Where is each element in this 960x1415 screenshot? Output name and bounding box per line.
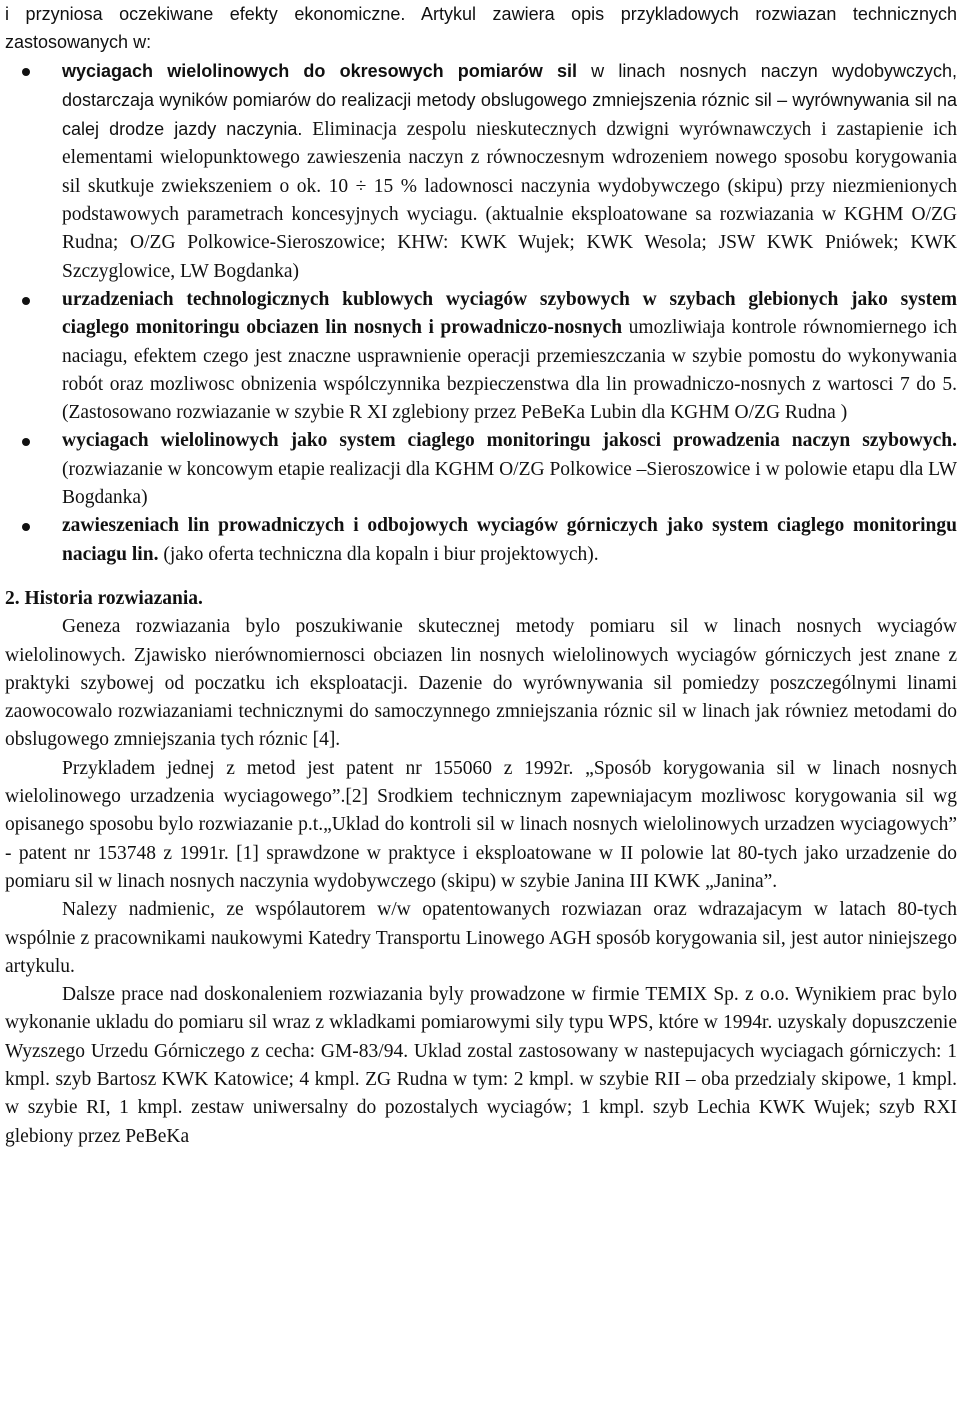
list-item xyxy=(5,427,957,512)
body-paragraph: Dalsze prace nad doskonaleniem rozwiazania byly prowadzone w firmie TEMIX Sp. z o.o. Wynikiem prac bylo wykonanie ukladu do pomiaru sil wraz z wkladkami pomiarowymi sily typu WPS, które w 1994r. uzyskaly dopuszczenie Wyzszego Urzedu Górniczego z cecha: GM-83/94. Uklad zostal zastosowany w nastepujacych wyciagach górniczych: 1 kmpl. szyb Bartosz KWK Katowice; 4 kmpl. ZG Rudna w tym: 2 kmpl. w szybie RII – oba przedzialy skipowe, 1 kmpl. w szybie RI, 1 kmpl. zestaw uniwersalny do pozostalych wyciagów; 1 kmpl. szyb Lechia KWK Wujek; szyb RXI glebiony przez PeBeKa xyxy=(5,984,957,1147)
bullet-icon xyxy=(22,523,30,531)
section-heading: 2. Historia rozwiazania. xyxy=(5,587,203,609)
body-paragraph: Nalezy nadmienic, ze wspólautorem w/w opatentowanych rozwiazan oraz wdrazajacym w latach 80-tych wspólnie z pracownikami naukowymi Katedry Transportu Linowego AGH sposób korygowania sil, jest autor niniejszego artykulu. xyxy=(5,899,957,977)
list-item xyxy=(5,286,957,427)
solutions-list xyxy=(5,57,957,569)
body-paragraph: Geneza rozwiazania bylo poszukiwanie skutecznej metody pomiaru sil w linach nosnych wyciagów wielolinowych. Zjawisko nierównomiernosci obciazen lin nosnych wielolinowych wyciagów górniczych jest znane z praktyki szybowej od poczatku ich eksploatacji. Dazenie do wyrównywania sil pomiedzy poszczególnymi linami zaowocowalo rozwiazaniami technicznymi do samoczynnego zmniejszania róznic sil w linach jak równiez metodami do obslugowego zmniejszania tych róznic [4]. xyxy=(5,616,957,751)
list-item-bold: urzadzeniach technologicznych kublowych wyciagów szybowych w szybach glebionych jako system ciaglego monitoringu obciazen lin nosnych i prowadniczo-nosnych xyxy=(62,288,957,339)
bullet-icon xyxy=(22,297,30,305)
list-item-text: w linach nosnych naczyn wydobywczych, dostarczaja wyników pomiarów do realizacji metody obslugowego zmniejszenia róznic sil – wyrównywania sil na calej drodze jazdy naczynia. xyxy=(62,60,957,140)
intro-paragraph: i przyniosa oczekiwane efekty ekonomiczne. Artykul zawiera opis przykladowych rozwiazan technicznych zastosowanych w: xyxy=(5,4,957,53)
list-item-bold: wyciagach wielolinowych jako system ciaglego monitoringu jakosci prowadzenia naczyn szybowych. xyxy=(62,430,957,452)
document-page xyxy=(5,0,957,1151)
list-item-bold: wyciagach wielolinowych do okresowych pomiarów sil xyxy=(62,60,577,81)
bullet-icon xyxy=(22,68,30,76)
list-item xyxy=(5,57,957,286)
body-paragraph: Przykladem jednej z metod jest patent nr 155060 z 1992r. „Sposób korygowania sil w linach nosnych wielolinowego urzadzenia wyciagowego”.[2] Srodkiem technicznym zapewniajacym mozliwosc korygowania sil wg opisanego sposobu bylo rozwiazanie p.t.„Uklad do kontroli sil w linach nosnych wielolinowych urzadzen wyciagowych” - patent nr 153748 z 1991r. [1] sprawdzone w praktyce i eksploatowane w II polowie lat 80-tych jako urzadzenie do pomiaru sil w linach nosnych naczynia wydobywczego (skipu) w szybie Janina III KWK „Janina”. xyxy=(5,757,957,892)
list-item-text: (jako oferta techniczna dla kopaln i biur projektowych). xyxy=(158,543,599,565)
list-item-bold: zawieszeniach lin prowadniczych i odbojowych wyciagów górniczych jako system ciaglego monitoringu naciagu lin. xyxy=(62,515,957,565)
list-item xyxy=(5,512,957,569)
list-item-text-serif: Eliminacja zespolu nieskutecznych dzwigni wyrównawczych i zastapienie ich elementami wielopunktowego zawieszenia naczyn z równoczesnym wdrozeniem nowego sposobu korygowania sil skutkuje zwiekszeniem o ok. 10 ÷ 15 % ladownosci naczynia wydobywczego (skipu) przy niezmienionych podstawowych parametrach koncesyjnych wyciagu. (aktualnie eksploatowane sa rozwiazania w KGHM O/ZG Rudna; O/ZG Polkowice-Sieroszowice; KHW: KWK Wujek; KWK Wesola; JSW KWK Pniówek; KWK Szczyglowice, LW Bogdanka) xyxy=(62,119,957,282)
list-item-text: umozliwiaja kontrole równomiernego ich naciagu, efektem czego jest znaczne usprawnienie operacji przemieszczania w szybie pomostu do wykonywania robót oraz mozliwosc obnizenia wspólczynnika bezpieczenstwa dla lin prowadniczo-nosnych z wartosci 7 do 5. (Zastosowano rozwiazanie w szybie R XI zglebiony przez PeBeKa Lubin dla KGHM O/ZG Rudna ) xyxy=(62,317,957,424)
bullet-icon xyxy=(22,438,30,446)
list-item-text: (rozwiazanie w koncowym etapie realizacji dla KGHM O/ZG Polkowice –Sieroszowice i w polowie etapu dla LW Bogdanka) xyxy=(62,458,957,509)
